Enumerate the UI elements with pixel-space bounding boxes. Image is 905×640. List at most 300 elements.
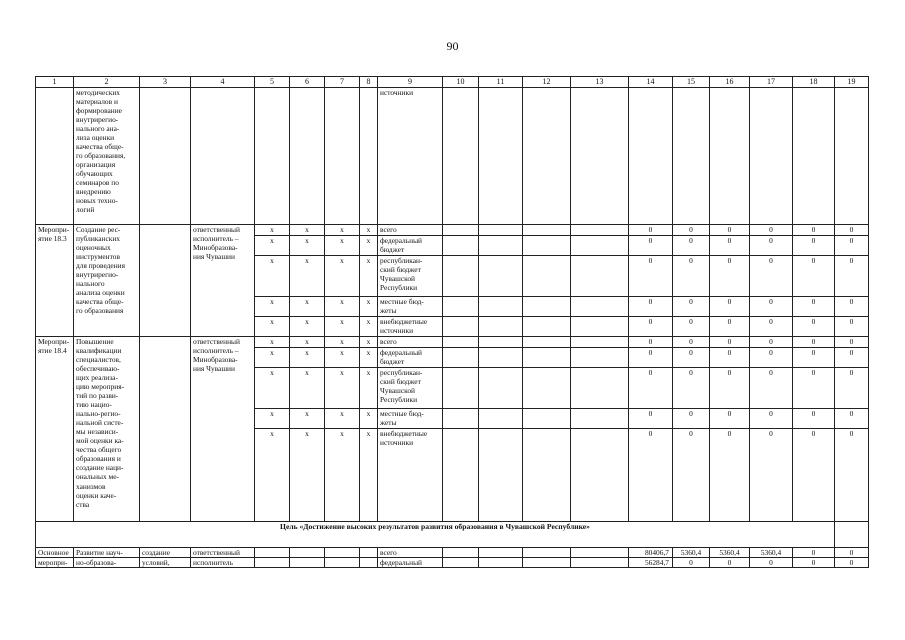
code-cell: x — [325, 297, 360, 317]
cell-empty — [523, 337, 571, 348]
code-cell: x — [290, 337, 325, 348]
cell-empty — [571, 429, 629, 522]
text-line: Повышение — [76, 337, 114, 346]
column-header: 19 — [835, 77, 869, 88]
executor: ответственный — [191, 548, 255, 558]
value-cell: 0 — [710, 558, 750, 568]
value-cell: 0 — [629, 368, 673, 409]
value-cell: 0 — [710, 317, 750, 337]
value-cell: 0 — [673, 256, 710, 297]
value-cell: 0 — [793, 317, 835, 337]
value-cell: 0 — [673, 317, 710, 337]
value-cell: 5360,4 — [710, 548, 750, 558]
cell-empty — [673, 88, 710, 225]
column-header: 12 — [523, 77, 571, 88]
cell-empty — [629, 88, 673, 225]
value-cell: 0 — [673, 409, 710, 429]
text-line: анализа оценки — [76, 288, 125, 298]
column-header: 18 — [793, 77, 835, 88]
text-line: обеспечиваю- — [76, 364, 120, 374]
text-line: Минобразова- — [193, 243, 238, 253]
measure-name — [36, 337, 74, 522]
column-header: 10 — [443, 77, 479, 88]
value-cell: 0 — [793, 337, 835, 348]
cell-empty — [523, 236, 571, 256]
executor: исполнитель — [191, 558, 255, 568]
text-line: нального — [76, 279, 105, 289]
value-cell: 5360,4 — [673, 548, 710, 558]
value-cell: 0 — [673, 348, 710, 368]
code-cell: x — [290, 348, 325, 368]
text-line: Меропри- — [38, 337, 70, 346]
event-name: Основное — [36, 548, 74, 558]
text-line: щих реализа- — [76, 373, 118, 383]
cell-empty — [360, 548, 378, 558]
code-cell: x — [360, 225, 378, 236]
text-line: всего — [380, 225, 397, 234]
value-cell: 0 — [793, 256, 835, 297]
measure-row — [36, 337, 869, 348]
cell-empty — [571, 548, 629, 558]
text-line: создание наци- — [76, 463, 124, 473]
measure-col3 — [140, 337, 191, 522]
measure-description — [74, 337, 140, 522]
value-cell: 0 — [710, 225, 750, 236]
cell-empty — [290, 558, 325, 568]
text-line: Меропри- — [38, 225, 70, 234]
text-line: исполнитель – — [193, 346, 239, 356]
measure-name — [36, 225, 74, 337]
value-cell: 0 — [629, 348, 673, 368]
value-cell: 0 — [629, 337, 673, 348]
cell-empty — [835, 88, 869, 225]
value-cell: 0 — [673, 368, 710, 409]
measure-row — [36, 225, 869, 236]
text-line: ответственный — [193, 337, 240, 346]
measure-description — [74, 225, 140, 337]
value-cell: 0 — [793, 429, 835, 522]
cell-empty — [255, 548, 290, 558]
value-cell: 0 — [835, 368, 869, 409]
text-line: нально-регио- — [76, 409, 121, 419]
text-line: формирование — [76, 106, 122, 116]
event-col3: создание — [140, 548, 191, 558]
event-col3: условий, — [140, 558, 191, 568]
cell-empty — [479, 236, 523, 256]
column-header: 9 — [378, 77, 443, 88]
text-line: всего — [380, 337, 397, 346]
code-cell: x — [360, 337, 378, 348]
executor — [191, 337, 255, 522]
value-cell: 0 — [750, 558, 793, 568]
cell-empty — [523, 429, 571, 522]
funding-source — [378, 348, 443, 368]
cell-empty — [479, 317, 523, 337]
page-number: 90 — [446, 39, 459, 53]
text-line: цию мероприя- — [76, 382, 125, 392]
value-cell: 0 — [710, 236, 750, 256]
value-cell: 0 — [750, 429, 793, 522]
cell-empty — [325, 558, 360, 568]
value-cell: 0 — [750, 409, 793, 429]
text-line: ский бюджет — [380, 265, 421, 275]
value-cell: 0 — [673, 429, 710, 522]
column-header: 7 — [325, 77, 360, 88]
value-cell: 0 — [750, 236, 793, 256]
text-line: Чувашской — [380, 274, 416, 284]
code-cell: x — [290, 256, 325, 297]
text-line: федеральный — [380, 348, 422, 357]
value-cell: 0 — [835, 225, 869, 236]
value-cell: 0 — [793, 236, 835, 256]
cell-empty — [523, 297, 571, 317]
code-cell: x — [290, 368, 325, 409]
cell-empty — [793, 88, 835, 225]
event-description: но-образова- — [74, 558, 140, 568]
value-cell: 0 — [629, 409, 673, 429]
cell-empty — [443, 236, 479, 256]
text-line: ханизмов — [76, 481, 106, 491]
text-line: источники — [380, 326, 414, 336]
value-cell: 0 — [710, 409, 750, 429]
cell-empty — [443, 256, 479, 297]
text-line: методических — [76, 88, 120, 97]
cell-empty — [479, 348, 523, 368]
text-line: оценочных — [76, 243, 111, 253]
value-cell: 0 — [750, 337, 793, 348]
cell-empty — [523, 409, 571, 429]
code-cell: x — [290, 236, 325, 256]
text-line: тию нацио- — [76, 400, 112, 410]
value-cell: 0 — [835, 348, 869, 368]
text-line: Республики — [380, 395, 418, 405]
code-cell: x — [325, 409, 360, 429]
funding-source: федеральный — [378, 558, 443, 568]
code-cell: x — [255, 236, 290, 256]
value-cell: 0 — [629, 256, 673, 297]
code-cell: x — [360, 348, 378, 368]
text-line: местные бюд- — [380, 409, 424, 418]
value-cell: 5360,4 — [750, 548, 793, 558]
value-cell: 0 — [710, 429, 750, 522]
code-cell: x — [325, 317, 360, 337]
text-line: ния Чувашии — [193, 364, 235, 374]
text-line: Республики — [380, 283, 418, 293]
text-line: го образования — [76, 306, 124, 316]
text-line: внутрирегио- — [76, 115, 119, 125]
text-line: бюджет — [380, 245, 405, 255]
event-name: меропри- — [36, 558, 74, 568]
value-cell: 0 — [750, 297, 793, 317]
value-cell: 0 — [710, 297, 750, 317]
value-cell: 0 — [835, 317, 869, 337]
cell-empty — [523, 88, 571, 225]
value-cell: 0 — [793, 348, 835, 368]
value-cell: 0 — [629, 297, 673, 317]
funding-source: всего — [378, 548, 443, 558]
cell-empty — [443, 409, 479, 429]
value-cell: 0 — [750, 256, 793, 297]
cell-empty — [571, 88, 629, 225]
value-cell: 0 — [629, 236, 673, 256]
code-cell: x — [325, 429, 360, 522]
cell-empty — [191, 88, 255, 225]
cell-empty — [571, 558, 629, 568]
cell-empty — [140, 88, 191, 225]
cell-empty — [479, 225, 523, 236]
value-cell: 0 — [835, 256, 869, 297]
text-line: республикан- — [380, 256, 423, 265]
value-cell: 0 — [629, 317, 673, 337]
code-cell: x — [255, 256, 290, 297]
cell-empty — [479, 548, 523, 558]
code-cell: x — [255, 409, 290, 429]
value-cell: 0 — [793, 368, 835, 409]
code-cell: x — [255, 317, 290, 337]
text-line: материалов и — [76, 97, 118, 107]
cell-empty — [479, 256, 523, 297]
funding-source — [378, 409, 443, 429]
cell-empty — [360, 88, 378, 225]
funding-source: источники — [378, 88, 443, 225]
text-line: внебюджетные — [380, 429, 428, 438]
cell-empty — [290, 548, 325, 558]
cell-empty — [571, 317, 629, 337]
code-cell: x — [325, 368, 360, 409]
cell-empty — [479, 409, 523, 429]
code-cell: x — [325, 337, 360, 348]
cell-empty — [571, 236, 629, 256]
value-cell: 0 — [835, 297, 869, 317]
cell-empty — [443, 429, 479, 522]
value-cell: 0 — [673, 236, 710, 256]
code-cell: x — [360, 368, 378, 409]
cell-empty — [571, 256, 629, 297]
cell-empty — [523, 548, 571, 558]
text-line: качества обще- — [76, 142, 124, 152]
cell-empty — [325, 88, 360, 225]
code-cell: x — [325, 236, 360, 256]
text-line: нального ана- — [76, 124, 120, 134]
cell-empty — [523, 317, 571, 337]
column-header: 11 — [479, 77, 523, 88]
value-cell: 0 — [793, 548, 835, 558]
text-line: ства — [76, 499, 90, 509]
value-cell: 56284,7 — [629, 558, 673, 568]
value-cell: 0 — [710, 348, 750, 368]
cell-empty — [571, 225, 629, 236]
text-line: Создание рес- — [76, 225, 121, 234]
text-line: федеральный — [380, 236, 422, 245]
measure-col3 — [140, 225, 191, 337]
value-cell: 0 — [673, 225, 710, 236]
value-cell: 0 — [710, 337, 750, 348]
column-header: 15 — [673, 77, 710, 88]
value-cell: 0 — [750, 317, 793, 337]
text-line: ский бюджет — [380, 377, 421, 387]
value-cell: 0 — [673, 337, 710, 348]
text-line: Минобразова- — [193, 355, 238, 365]
text-line: для проведения — [76, 261, 126, 271]
text-line: мы независи- — [76, 427, 119, 437]
text-line: чества общего — [76, 445, 122, 455]
text-line: инструментов — [76, 252, 120, 262]
continuation-row — [36, 88, 869, 225]
value-cell: 0 — [710, 256, 750, 297]
cell-empty — [523, 348, 571, 368]
code-cell: x — [255, 368, 290, 409]
text-line: ятие 18.3 — [38, 234, 67, 244]
funding-source — [378, 317, 443, 337]
value-cell: 0 — [835, 548, 869, 558]
text-line: логий — [76, 205, 95, 215]
cell-empty — [479, 337, 523, 348]
cell-empty — [523, 368, 571, 409]
code-cell: x — [290, 429, 325, 522]
value-cell: 0 — [710, 368, 750, 409]
text-line: жеты — [380, 418, 397, 428]
funding-source — [378, 236, 443, 256]
text-line: бюджет — [380, 357, 405, 367]
cell-empty — [443, 337, 479, 348]
column-header: 1 — [36, 77, 74, 88]
value-cell: 0 — [629, 225, 673, 236]
cell-empty — [710, 88, 750, 225]
text-line: исполнитель – — [193, 234, 239, 244]
code-cell: x — [290, 409, 325, 429]
column-header: 4 — [191, 77, 255, 88]
code-cell: x — [360, 409, 378, 429]
cell-empty — [479, 429, 523, 522]
cell-empty — [443, 558, 479, 568]
column-header: 8 — [360, 77, 378, 88]
text-line: квалификации — [76, 346, 122, 356]
column-header: 5 — [255, 77, 290, 88]
cell-empty — [443, 548, 479, 558]
text-line: внебюджетные — [380, 317, 428, 326]
text-line: образования и — [76, 454, 121, 464]
text-line: ответственный — [193, 225, 240, 234]
cell-empty — [523, 225, 571, 236]
value-cell: 0 — [793, 225, 835, 236]
text-line: жеты — [380, 306, 397, 316]
cell-empty — [443, 88, 479, 225]
budget-table — [35, 76, 869, 568]
funding-source — [378, 368, 443, 409]
code-cell: x — [255, 225, 290, 236]
text-line: ятие 18.4 — [38, 346, 67, 356]
cell-empty — [750, 88, 793, 225]
code-cell: x — [290, 317, 325, 337]
text-line: тий по разви- — [76, 391, 119, 401]
cell-empty — [835, 522, 869, 548]
code-cell: x — [360, 256, 378, 297]
column-header: 3 — [140, 77, 191, 88]
code-cell: x — [360, 317, 378, 337]
cell-empty — [571, 337, 629, 348]
value-cell: 0 — [673, 558, 710, 568]
cell-empty — [443, 317, 479, 337]
value-cell: 0 — [835, 236, 869, 256]
text-line: го образования, — [76, 151, 126, 161]
column-header: 13 — [571, 77, 629, 88]
text-line: мой оценки ка- — [76, 436, 124, 446]
value-cell: 0 — [793, 409, 835, 429]
value-cell: 0 — [750, 225, 793, 236]
code-cell: x — [325, 348, 360, 368]
funding-source — [378, 337, 443, 348]
text-line: оценки каче- — [76, 490, 117, 500]
column-header: 6 — [290, 77, 325, 88]
cell-empty — [360, 558, 378, 568]
text-line: специалистов, — [76, 355, 121, 365]
text-line: внутрирегио- — [76, 270, 119, 280]
value-cell: 0 — [750, 368, 793, 409]
code-cell: x — [255, 297, 290, 317]
funding-source — [378, 256, 443, 297]
funding-source — [378, 297, 443, 317]
text-line: качества обще- — [76, 297, 124, 307]
code-cell: x — [290, 225, 325, 236]
code-cell: x — [360, 297, 378, 317]
column-header: 16 — [710, 77, 750, 88]
goal-row — [36, 522, 869, 548]
goal-title: Цель «Достижение высоких результатов развития образования в Чувашской Республике» — [36, 522, 835, 548]
main-event-row — [36, 548, 869, 558]
funding-source — [378, 429, 443, 522]
cell-empty — [571, 348, 629, 368]
code-cell: x — [360, 429, 378, 522]
executor — [191, 225, 255, 337]
value-cell: 0 — [629, 429, 673, 522]
column-header: 14 — [629, 77, 673, 88]
value-cell: 0 — [793, 297, 835, 317]
cell-empty — [443, 225, 479, 236]
cell-empty — [443, 368, 479, 409]
text-line: ональных ме- — [76, 472, 119, 482]
cell-empty — [255, 88, 290, 225]
cell-empty — [571, 368, 629, 409]
cell-empty — [479, 297, 523, 317]
main-event-row — [36, 558, 869, 568]
cell-empty — [479, 368, 523, 409]
cell-empty — [443, 348, 479, 368]
text-line: Чувашской — [380, 386, 416, 396]
funding-source — [378, 225, 443, 236]
text-line: республикан- — [380, 368, 423, 377]
cell-empty — [523, 558, 571, 568]
code-cell: x — [255, 337, 290, 348]
text-line: обучающих — [76, 169, 113, 179]
measure-description — [74, 88, 140, 225]
code-cell: x — [255, 348, 290, 368]
column-header: 17 — [750, 77, 793, 88]
text-line: источники — [380, 438, 414, 448]
column-header: 2 — [74, 77, 140, 88]
column-header-row — [36, 77, 869, 88]
text-line: новых техно- — [76, 196, 118, 206]
cell-empty — [290, 88, 325, 225]
code-cell: x — [325, 225, 360, 236]
text-line: организация — [76, 160, 116, 170]
value-cell: 0 — [793, 558, 835, 568]
cell-empty — [443, 297, 479, 317]
cell-empty — [479, 558, 523, 568]
code-cell: x — [290, 297, 325, 317]
cell-empty — [571, 409, 629, 429]
cell-empty — [325, 548, 360, 558]
value-cell: 80406,7 — [629, 548, 673, 558]
